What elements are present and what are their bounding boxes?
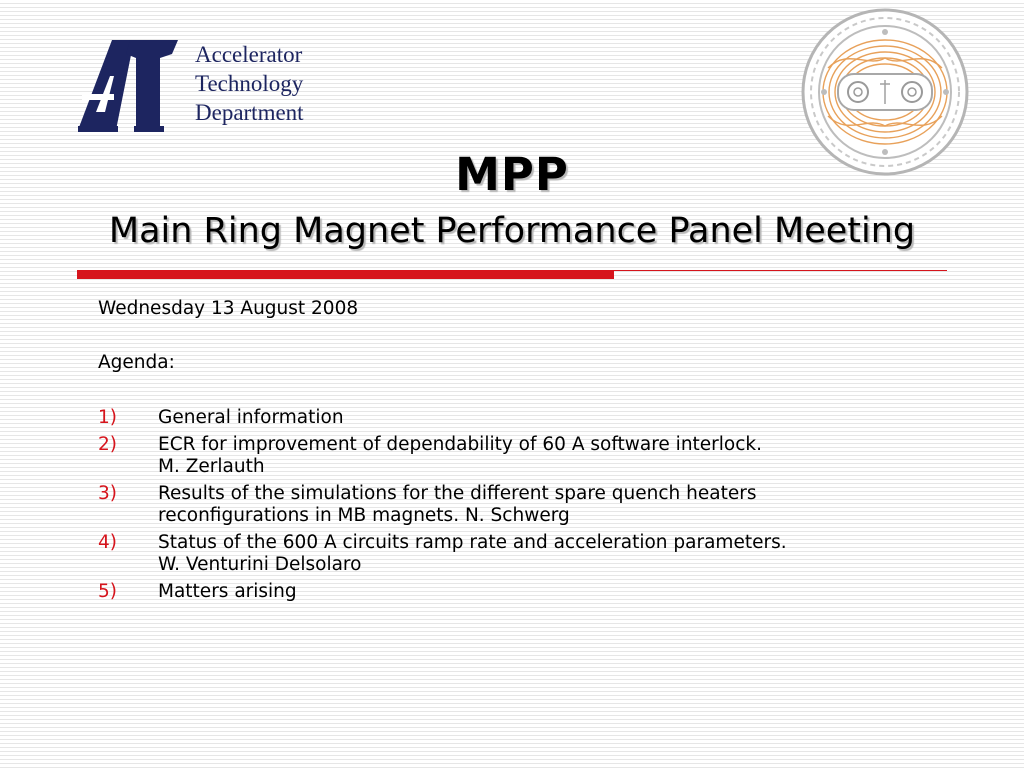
agenda-item-5 xyxy=(98,581,978,603)
agenda-list xyxy=(98,407,978,608)
atd-logo-mark-icon xyxy=(74,36,184,136)
title-block xyxy=(0,148,1024,251)
agenda-text: Status of the 600 A circuits ramp rate and acceleration parameters. xyxy=(158,532,787,553)
agenda-heading: Agenda: xyxy=(98,352,175,373)
logo-line-2: Technology xyxy=(195,71,304,96)
agenda-item-4 xyxy=(98,532,978,576)
agenda-number: 4) xyxy=(98,532,117,553)
agenda-number: 2) xyxy=(98,434,117,455)
meeting-date: Wednesday 13 August 2008 xyxy=(98,298,359,319)
agenda-text: ECR for improvement of dependability of 60 A software interlock. xyxy=(158,434,763,455)
agenda-presenter: M. Zerlauth xyxy=(158,456,265,477)
title-divider-thick xyxy=(77,270,614,279)
agenda-number: 1) xyxy=(98,407,117,428)
agenda-number: 5) xyxy=(98,581,117,602)
logo-line-1: Accelerator xyxy=(195,42,303,67)
agenda-presenter: W. Venturini Delsolaro xyxy=(158,554,362,575)
agenda-presenter: reconfigurations in MB magnets. N. Schwerg xyxy=(158,505,570,526)
agenda-item-1 xyxy=(98,407,978,429)
page-subtitle: Main Ring Magnet Performance Panel Meeting xyxy=(108,211,916,251)
logo-line-3: Department xyxy=(195,100,304,125)
agenda-text: Matters arising xyxy=(158,581,297,602)
agenda-text: General information xyxy=(158,407,344,428)
atd-logo-text xyxy=(195,40,304,127)
title-divider-thin xyxy=(614,270,947,271)
agenda-item-2 xyxy=(98,434,978,478)
atd-logo xyxy=(74,36,344,136)
page-title: MPP xyxy=(455,148,569,201)
agenda-text: Results of the simulations for the different spare quench heaters xyxy=(158,483,757,504)
agenda-number: 3) xyxy=(98,483,117,504)
agenda-item-3 xyxy=(98,483,978,527)
